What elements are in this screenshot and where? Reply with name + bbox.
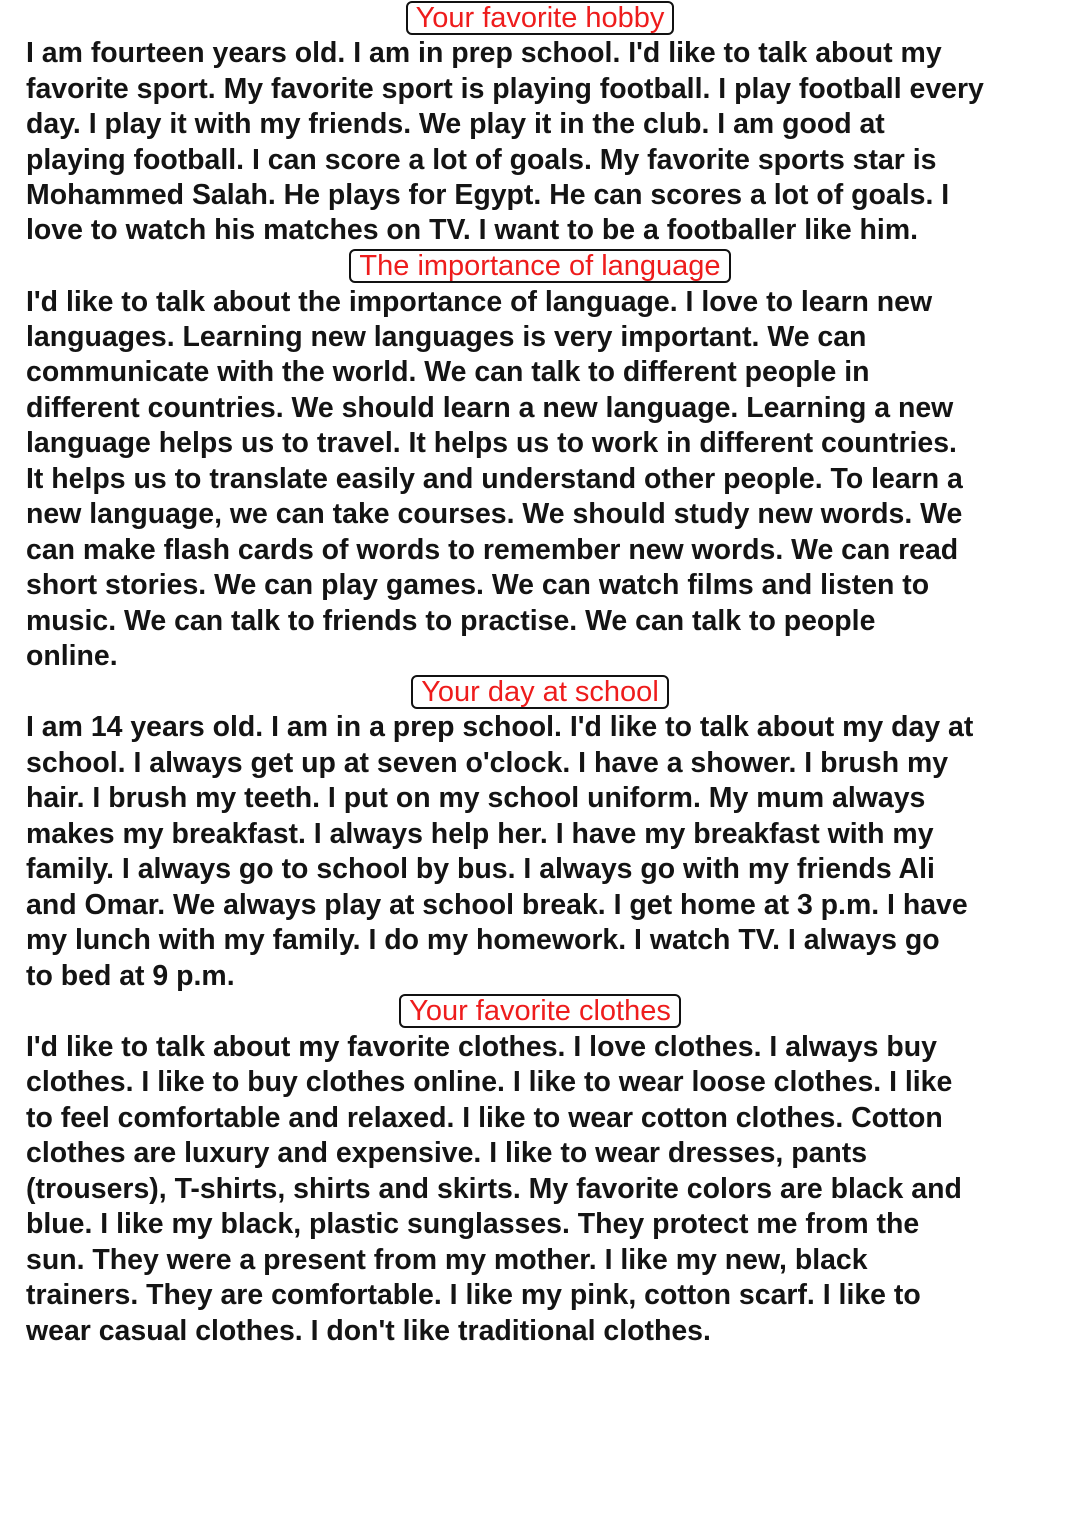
paragraph-line: can make flash cards of words to remember new words. We can read xyxy=(26,534,959,566)
paragraph-line: school. I always get up at seven o'clock. I have a shower. I brush my xyxy=(26,747,949,779)
paragraph-line: language helps us to travel. It helps us to work in different countries. xyxy=(26,427,957,459)
section-title-school-day: Your day at school xyxy=(411,675,669,709)
paragraph-line: to bed at 9 p.m. xyxy=(26,960,235,992)
paragraph-line: hair. I brush my teeth. I put on my school uniform. My mum always xyxy=(26,782,926,814)
paragraph-line: I am fourteen years old. I am in prep school. I'd like to talk about my xyxy=(26,37,942,69)
paragraph-line: new language, we can take courses. We should study new words. We xyxy=(26,498,963,530)
paragraph-line: favorite sport. My favorite sport is playing football. I play football every xyxy=(26,73,984,105)
paragraph-line: languages. Learning new languages is very important. We can xyxy=(26,321,867,353)
paragraph-line: and Omar. We always play at school break. I get home at 3 p.m. I have xyxy=(26,889,968,921)
paragraph-line: I'd like to talk about my favorite clothes. I love clothes. I always buy xyxy=(26,1031,937,1063)
section-title-hobby: Your favorite hobby xyxy=(406,1,675,35)
paragraph-line: to feel comfortable and relaxed. I like to wear cotton clothes. Cotton xyxy=(26,1102,943,1134)
paragraph-line: makes my breakfast. I always help her. I have my breakfast with my xyxy=(26,818,934,850)
paragraph-line: day. I play it with my friends. We play it in the club. I am good at xyxy=(26,108,885,140)
paragraph-line: love to watch his matches on TV. I want to be a footballer like him. xyxy=(26,214,919,246)
paragraph-line: online. xyxy=(26,640,118,672)
paragraph-line: playing football. I can score a lot of goals. My favorite sports star is xyxy=(26,144,937,176)
paragraph-line: Mohammed Salah. He plays for Egypt. He can scores a lot of goals. I xyxy=(26,179,950,211)
section-title-row xyxy=(0,249,1080,283)
paragraph-line: different countries. We should learn a new language. Learning a new xyxy=(26,392,954,424)
paragraph-line: music. We can talk to friends to practise. We can talk to people xyxy=(26,605,876,637)
paragraph-line: It helps us to translate easily and understand other people. To learn a xyxy=(26,463,963,495)
paragraph-line: I'd like to talk about the importance of language. I love to learn new xyxy=(26,286,933,318)
section-title-row xyxy=(0,994,1080,1028)
paragraph-line: wear casual clothes. I don't like traditional clothes. xyxy=(26,1315,711,1347)
paragraph-line: (trousers), T-shirts, shirts and skirts. My favorite colors are black and xyxy=(26,1173,962,1205)
paragraph-line: blue. I like my black, plastic sunglasses. They protect me from the xyxy=(26,1208,920,1240)
section-title-row xyxy=(0,1,1080,35)
section-title-row xyxy=(0,675,1080,709)
paragraph-line: my lunch with my family. I do my homework. I watch TV. I always go xyxy=(26,924,940,956)
paragraph-line: sun. They were a present from my mother. I like my new, black xyxy=(26,1244,868,1276)
section-title-clothes: Your favorite clothes xyxy=(399,994,681,1028)
paragraph-line: clothes. I like to buy clothes online. I like to wear loose clothes. I like xyxy=(26,1066,953,1098)
paragraph-line: short stories. We can play games. We can watch films and listen to xyxy=(26,569,930,601)
paragraph-line: family. I always go to school by bus. I always go with my friends Ali xyxy=(26,853,935,885)
section-title-language: The importance of language xyxy=(349,249,730,283)
paragraph-line: trainers. They are comfortable. I like my pink, cotton scarf. I like to xyxy=(26,1279,921,1311)
paragraph-line: communicate with the world. We can talk to different people in xyxy=(26,356,870,388)
paragraph-line: clothes are luxury and expensive. I like to wear dresses, pants xyxy=(26,1137,868,1169)
paragraph-line: I am 14 years old. I am in a prep school. I'd like to talk about my day at xyxy=(26,711,974,743)
